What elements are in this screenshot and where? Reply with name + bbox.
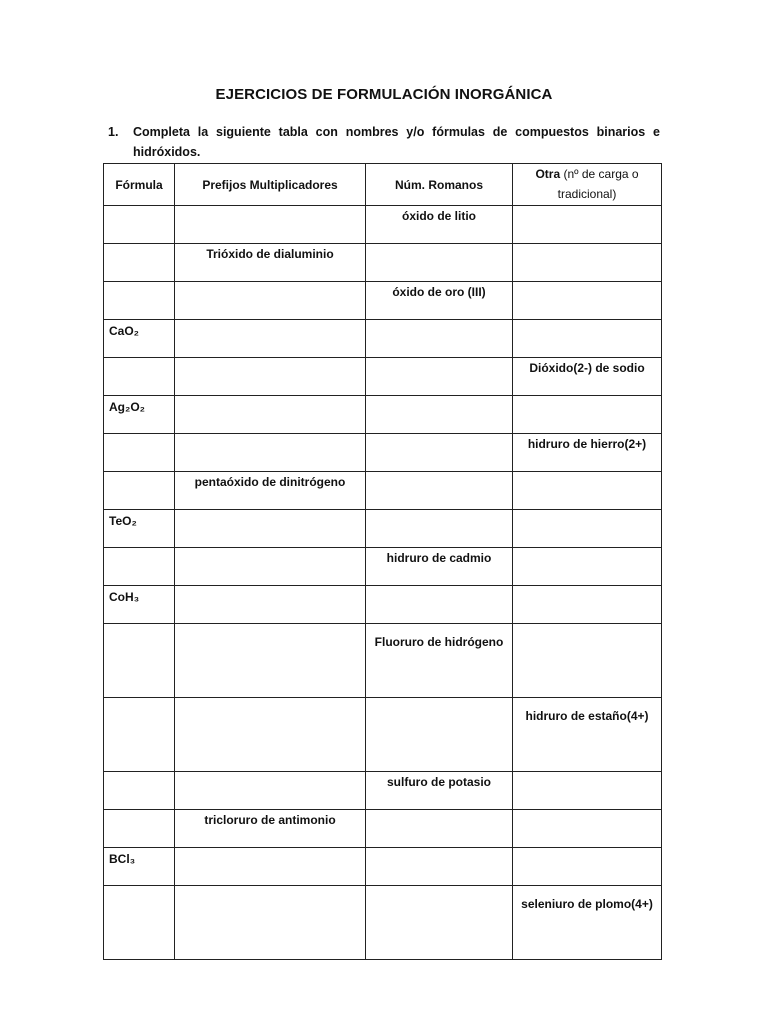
cell-romanos[interactable]: [366, 434, 513, 472]
cell-otra[interactable]: hidruro de estaño(4+): [513, 698, 662, 772]
compounds-table: [103, 163, 662, 960]
table-row: [104, 586, 662, 624]
cell-romanos[interactable]: óxido de litio: [366, 206, 513, 244]
table-row: [104, 358, 662, 396]
exercise-text: Completa la siguiente tabla con nombres y/o fórmulas de compuestos binarios e hidróxidos.: [133, 125, 660, 159]
cell-prefijos[interactable]: [175, 358, 366, 396]
cell-otra[interactable]: Dióxido(2-) de sodio: [513, 358, 662, 396]
table-row: [104, 772, 662, 810]
cell-otra[interactable]: hidruro de hierro(2+): [513, 434, 662, 472]
cell-prefijos[interactable]: [175, 548, 366, 586]
cell-prefijos[interactable]: [175, 282, 366, 320]
cell-romanos[interactable]: [366, 510, 513, 548]
cell-formula[interactable]: BCl₃: [104, 848, 175, 886]
cell-prefijos[interactable]: pentaóxido de dinitrógeno: [175, 472, 366, 510]
cell-prefijos[interactable]: [175, 698, 366, 772]
cell-otra[interactable]: [513, 206, 662, 244]
table-row: [104, 206, 662, 244]
cell-prefijos[interactable]: tricloruro de antimonio: [175, 810, 366, 848]
cell-formula[interactable]: [104, 698, 175, 772]
cell-romanos[interactable]: [366, 320, 513, 358]
cell-formula[interactable]: [104, 472, 175, 510]
cell-otra[interactable]: [513, 810, 662, 848]
table-row: [104, 624, 662, 698]
table-row: [104, 434, 662, 472]
cell-romanos[interactable]: [366, 586, 513, 624]
cell-prefijos[interactable]: [175, 848, 366, 886]
cell-formula[interactable]: [104, 886, 175, 960]
cell-prefijos[interactable]: Trióxido de dialuminio: [175, 244, 366, 282]
cell-romanos[interactable]: sulfuro de potasio: [366, 772, 513, 810]
cell-romanos[interactable]: [366, 698, 513, 772]
exercise-number: 1.: [108, 125, 119, 139]
cell-romanos[interactable]: [366, 886, 513, 960]
cell-romanos[interactable]: [366, 244, 513, 282]
table-row: [104, 548, 662, 586]
header-romanos: Núm. Romanos: [366, 164, 513, 206]
table-row: [104, 510, 662, 548]
table-row: [104, 244, 662, 282]
cell-otra[interactable]: [513, 624, 662, 698]
cell-prefijos[interactable]: [175, 624, 366, 698]
table-body: [104, 206, 662, 960]
cell-prefijos[interactable]: [175, 206, 366, 244]
cell-prefijos[interactable]: [175, 510, 366, 548]
cell-romanos[interactable]: [366, 472, 513, 510]
header-otra-bold: Otra: [535, 167, 561, 181]
exercise-instruction: [108, 122, 660, 162]
cell-formula[interactable]: [104, 358, 175, 396]
cell-otra[interactable]: [513, 282, 662, 320]
cell-formula[interactable]: [104, 548, 175, 586]
cell-formula[interactable]: [104, 206, 175, 244]
table-row: [104, 848, 662, 886]
cell-romanos[interactable]: óxido de oro (III): [366, 282, 513, 320]
table-header-row: [104, 164, 662, 206]
cell-formula[interactable]: [104, 244, 175, 282]
cell-otra[interactable]: [513, 772, 662, 810]
cell-formula[interactable]: [104, 282, 175, 320]
table-row: [104, 810, 662, 848]
header-otra-rest: (nº de carga o tradicional): [557, 167, 639, 201]
table-row: [104, 320, 662, 358]
cell-otra[interactable]: [513, 472, 662, 510]
cell-formula[interactable]: [104, 434, 175, 472]
cell-otra[interactable]: [513, 244, 662, 282]
cell-otra[interactable]: seleniuro de plomo(4+): [513, 886, 662, 960]
cell-romanos[interactable]: [366, 848, 513, 886]
header-formula: Fórmula: [104, 164, 175, 206]
table-row: [104, 698, 662, 772]
cell-prefijos[interactable]: [175, 434, 366, 472]
cell-formula[interactable]: [104, 810, 175, 848]
cell-romanos[interactable]: [366, 396, 513, 434]
cell-otra[interactable]: [513, 396, 662, 434]
cell-formula[interactable]: [104, 772, 175, 810]
page-title: EJERCICIOS DE FORMULACIÓN INORGÁNICA: [215, 86, 553, 103]
cell-prefijos[interactable]: [175, 772, 366, 810]
cell-prefijos[interactable]: [175, 886, 366, 960]
cell-formula[interactable]: TeO₂: [104, 510, 175, 548]
cell-otra[interactable]: [513, 548, 662, 586]
header-otra: [513, 164, 662, 206]
cell-prefijos[interactable]: [175, 320, 366, 358]
table-row: [104, 282, 662, 320]
cell-romanos[interactable]: hidruro de cadmio: [366, 548, 513, 586]
cell-formula[interactable]: CoH₃: [104, 586, 175, 624]
cell-romanos[interactable]: [366, 358, 513, 396]
cell-otra[interactable]: [513, 586, 662, 624]
cell-formula[interactable]: CaO₂: [104, 320, 175, 358]
cell-romanos[interactable]: Fluoruro de hidrógeno: [366, 624, 513, 698]
cell-formula[interactable]: [104, 624, 175, 698]
cell-romanos[interactable]: [366, 810, 513, 848]
cell-otra[interactable]: [513, 848, 662, 886]
table-row: [104, 396, 662, 434]
cell-formula[interactable]: Ag₂O₂: [104, 396, 175, 434]
cell-otra[interactable]: [513, 510, 662, 548]
header-prefijos: Prefijos Multiplicadores: [175, 164, 366, 206]
cell-prefijos[interactable]: [175, 396, 366, 434]
cell-otra[interactable]: [513, 320, 662, 358]
table-row: [104, 886, 662, 960]
table-row: [104, 472, 662, 510]
cell-prefijos[interactable]: [175, 586, 366, 624]
